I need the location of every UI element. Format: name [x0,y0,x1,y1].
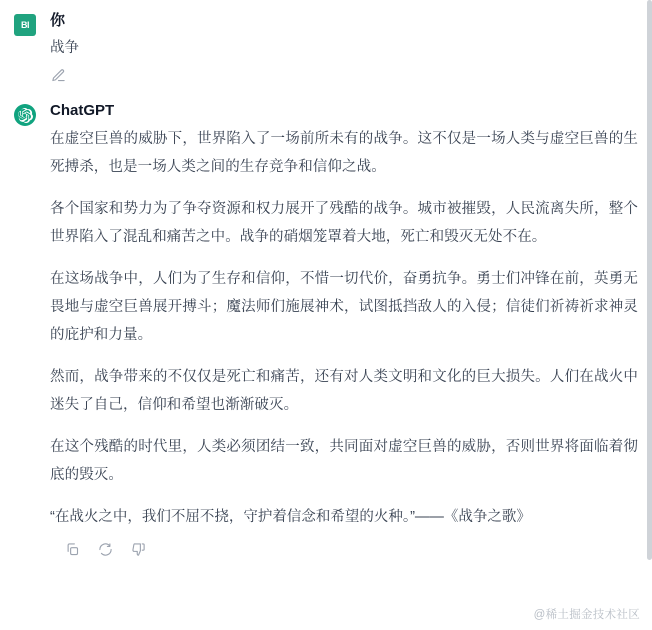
regenerate-icon[interactable] [97,541,114,558]
assistant-paragraph: 在虚空巨兽的威胁下，世界陷入了一场前所未有的战争。这不仅是一场人类与虚空巨兽的生死搏杀，也是一场人类之间的生存竞争和信仰之战。 [50,131,638,175]
assistant-author-name: ChatGPT [50,102,115,119]
scrollbar-thumb[interactable] [647,0,652,560]
thumbs-down-icon[interactable] [130,541,147,558]
user-message-text: 战争 [50,40,79,56]
assistant-paragraph: 在这个残酷的时代里，人类必须团结一致，共同面对虚空巨兽的威胁，否则世界将面临着彻底的毁灭。 [50,439,638,483]
copy-icon[interactable] [64,541,81,558]
assistant-paragraph: 在这场战争中，人们为了生存和信仰，不惜一切代价，奋勇抗争。勇士们冲锋在前，英勇无畏地与虚空巨兽展开搏斗；魔法师们施展神术，试图抵挡敌人的入侵；信徒们祈祷祈求神灵的庇护和力量。 [50,271,638,343]
user-message-body [50,10,638,92]
assistant-quote: “在战火之中，我们不屈不挠，守护着信念和希望的火种。”——《战争之歌》 [50,509,531,525]
avatar-initials: BI [21,20,29,30]
pencil-icon[interactable] [50,67,67,84]
avatar-user [14,14,36,36]
assistant-paragraph: 然而，战争带来的不仅仅是死亡和痛苦，还有对人类文明和文化的巨大损失。人们在战火中迷失了自己，信仰和希望也渐渐破灭。 [50,369,638,413]
watermark: @稀土掘金技术社区 [533,609,640,621]
user-author-name: 你 [50,12,66,29]
user-message-actions [50,67,638,84]
assistant-message-body [50,100,638,535]
openai-logo-icon [18,108,33,123]
assistant-paragraph: 各个国家和势力为了争夺资源和权力展开了残酷的战争。城市被摧毁，人民流离失所，整个世界陷入了混乱和痛苦之中。战争的硝烟笼罩着大地，死亡和毁灭无处不在。 [50,201,638,245]
assistant-message-actions [14,539,638,558]
scrollbar-track[interactable] [647,0,652,630]
avatar-chatgpt [14,104,36,126]
assistant-message [14,100,638,535]
user-message [14,10,638,92]
